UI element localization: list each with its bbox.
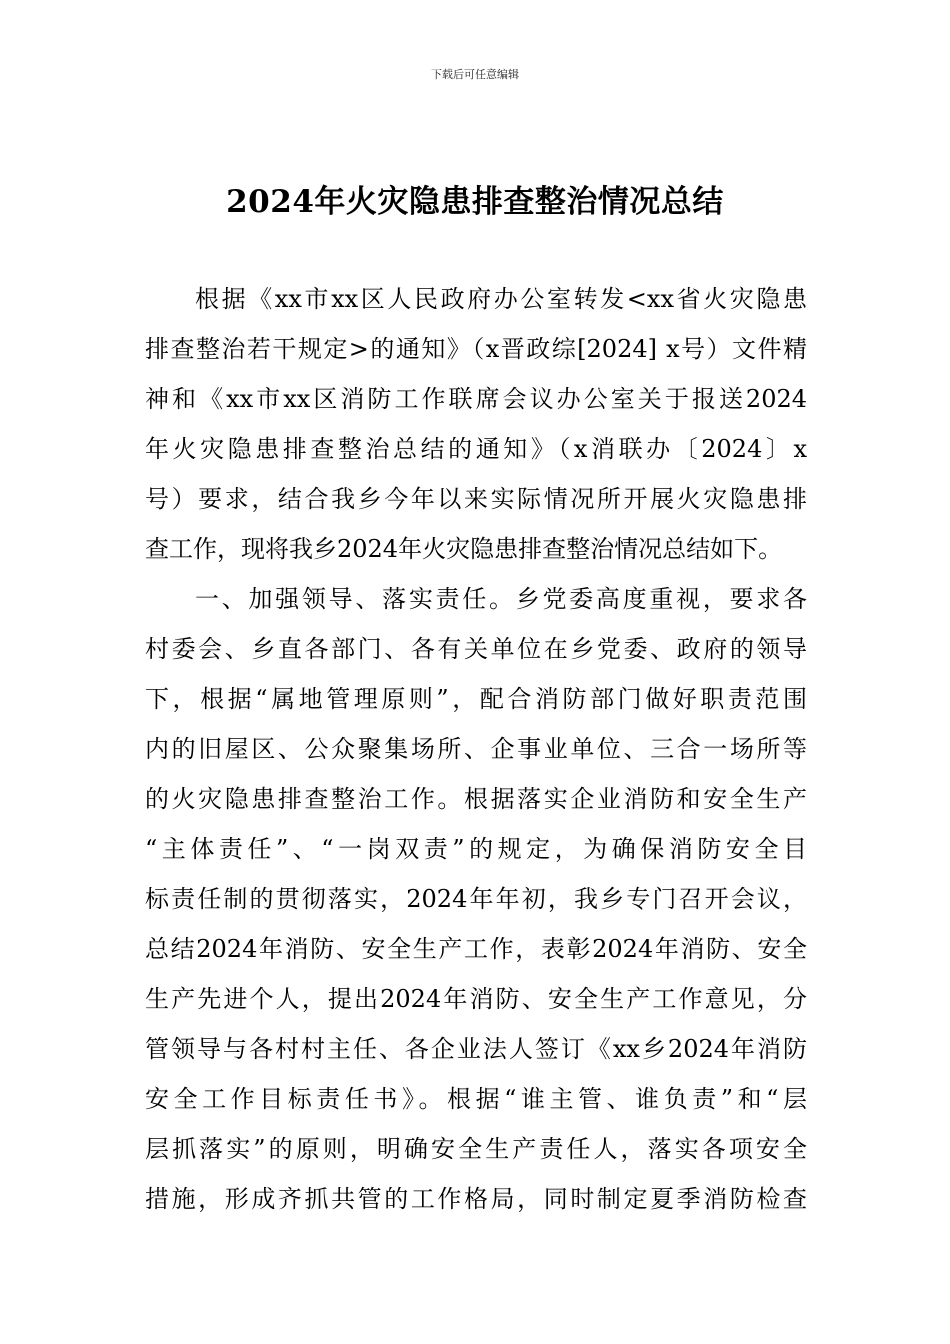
paragraph-line: 内的旧屋区、公众聚集场所、企事业单位、三合一场所等	[145, 735, 807, 763]
paragraph-line: 层抓落实”的原则，明确安全生产责任人，落实各项安全	[145, 1135, 807, 1163]
paragraph-line: 管领导与各村村主任、各企业法人签订《xx乡2024年消防	[145, 1035, 807, 1063]
paragraph-line: 号）要求，结合我乡今年以来实际情况所开展火灾隐患排	[145, 485, 807, 513]
paragraph-line: 安全工作目标责任书》。根据“谁主管、谁负责”和“层	[145, 1085, 807, 1113]
header-note: 下载后可任意编辑	[431, 68, 519, 81]
paragraph-line: 措施，形成齐抓共管的工作格局，同时制定夏季消防检查	[145, 1185, 807, 1213]
paragraph-line: “主体责任”、“一岗双责”的规定，为确保消防安全目	[145, 835, 807, 863]
paragraph-line: 年火灾隐患排查整治总结的通知》（x消联办〔2024〕x	[145, 435, 807, 463]
paragraph-line: 查工作，现将我乡2024年火灾隐患排查整治情况总结如下。	[145, 535, 783, 563]
paragraph-line: 排查整治若干规定>的通知》（x晋政综[2024] x号）文件精	[145, 335, 807, 363]
paragraph-line: 生产先进个人，提出2024年消防、安全生产工作意见，分	[145, 985, 807, 1013]
paragraph-line: 村委会、乡直各部门、各有关单位在乡党委、政府的领导	[145, 635, 807, 663]
paragraph-line: 根据《xx市xx区人民政府办公室转发<xx省火灾隐患	[195, 285, 807, 313]
paragraph-line: 下，根据“属地管理原则”，配合消防部门做好职责范围	[145, 685, 807, 713]
paragraph-line: 一、加强领导、落实责任。乡党委高度重视，要求各	[195, 585, 807, 613]
document-title: 2024年火灾隐患排查整治情况总结	[226, 184, 724, 220]
document-body	[145, 281, 807, 1231]
paragraph-line: 总结2024年消防、安全生产工作，表彰2024年消防、安全	[145, 935, 807, 963]
paragraph-line: 标责任制的贯彻落实，2024年年初，我乡专门召开会议，	[145, 885, 807, 913]
paragraph-line: 的火灾隐患排查整治工作。根据落实企业消防和安全生产	[145, 785, 807, 813]
paragraph-line: 神和《xx市xx区消防工作联席会议办公室关于报送2024	[145, 385, 807, 413]
